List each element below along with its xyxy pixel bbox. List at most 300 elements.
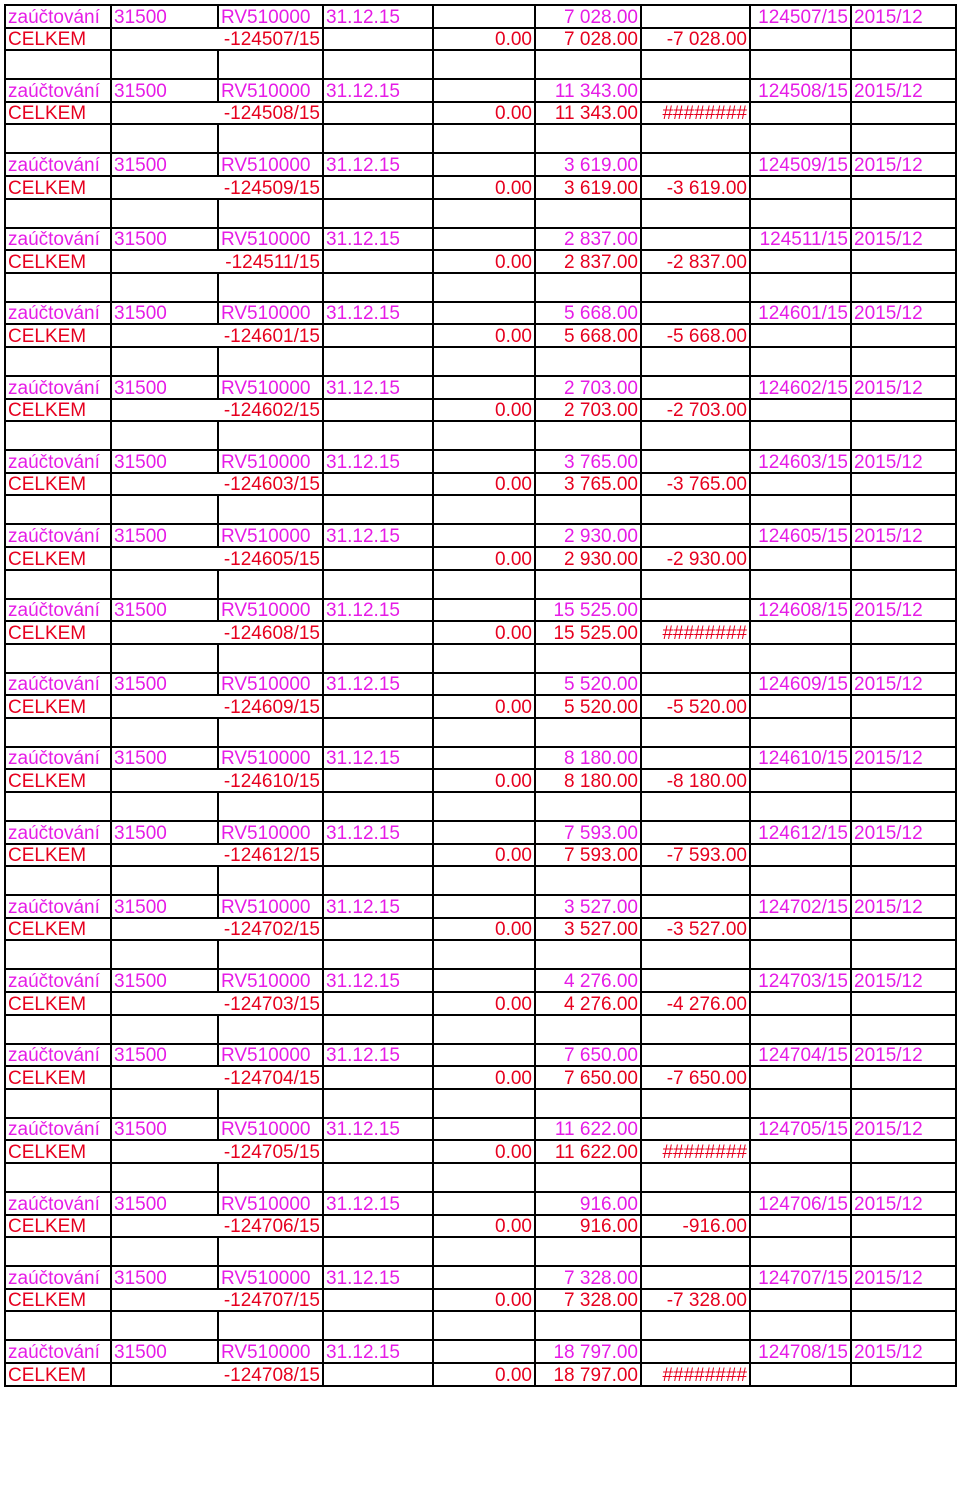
spacer-row	[5, 1015, 956, 1044]
empty-cell	[218, 1089, 323, 1118]
total-row	[5, 918, 956, 941]
period-cell: 2015/12	[851, 969, 956, 992]
entry-label-cell: zaúčtování	[5, 1266, 111, 1289]
ref-cell: 124507/15	[750, 5, 851, 28]
amount-cell: 7 028.00	[535, 5, 641, 28]
code-cell: RV510000	[218, 376, 323, 399]
empty-cell	[111, 866, 218, 895]
entry-row	[5, 969, 956, 992]
empty-cell	[750, 1215, 851, 1238]
amount-cell: 15 525.00	[535, 599, 641, 622]
credit-cell: 3 619.00	[535, 176, 641, 199]
empty-cell	[535, 1015, 641, 1044]
empty-cell	[641, 940, 750, 969]
spacer-row	[5, 1089, 956, 1118]
empty-cell	[851, 866, 956, 895]
amount-cell: 916.00	[535, 1192, 641, 1215]
ref-cell: 124511/15	[750, 228, 851, 251]
empty-cell	[851, 273, 956, 302]
empty-cell	[535, 866, 641, 895]
empty-cell	[851, 50, 956, 79]
empty-cell	[851, 644, 956, 673]
empty-cell	[535, 570, 641, 599]
entry-row	[5, 153, 956, 176]
empty-cell	[323, 199, 433, 228]
code-cell: RV510000	[218, 1044, 323, 1067]
empty-cell	[851, 547, 956, 570]
code-cell: RV510000	[218, 895, 323, 918]
code-cell: RV510000	[218, 1192, 323, 1215]
entry-row	[5, 228, 956, 251]
debit-cell: 0.00	[433, 1363, 535, 1386]
total-row	[5, 1066, 956, 1089]
empty-cell	[433, 866, 535, 895]
credit-cell: 3 527.00	[535, 918, 641, 941]
empty-cell	[750, 769, 851, 792]
account-cell: 31500	[111, 747, 218, 770]
empty-cell	[851, 473, 956, 496]
empty-cell	[641, 1044, 750, 1067]
debit-cell: 0.00	[433, 102, 535, 125]
entry-row	[5, 5, 956, 28]
period-cell: 2015/12	[851, 1118, 956, 1141]
empty-cell	[535, 273, 641, 302]
code-cell: RV510000	[218, 5, 323, 28]
total-row	[5, 844, 956, 867]
empty-cell	[433, 1311, 535, 1340]
empty-cell	[851, 1066, 956, 1089]
empty-cell	[433, 1163, 535, 1192]
empty-cell	[641, 747, 750, 770]
code-cell: RV510000	[218, 524, 323, 547]
spacer-row	[5, 50, 956, 79]
balance-cell: ########	[641, 1140, 750, 1163]
spacer-row	[5, 1163, 956, 1192]
entry-row	[5, 1340, 956, 1363]
debit-cell: 0.00	[433, 1066, 535, 1089]
empty-cell	[750, 124, 851, 153]
empty-cell	[750, 1089, 851, 1118]
account-cell: 31500	[111, 1266, 218, 1289]
entry-row	[5, 895, 956, 918]
balance-cell: -7 593.00	[641, 844, 750, 867]
empty-cell	[433, 1015, 535, 1044]
total-ref-cell: -124508/15	[111, 102, 323, 125]
spacer-row	[5, 940, 956, 969]
date-cell: 31.12.15	[323, 599, 433, 622]
ref-cell: 124610/15	[750, 747, 851, 770]
empty-cell	[218, 50, 323, 79]
credit-cell: 2 930.00	[535, 547, 641, 570]
empty-cell	[535, 718, 641, 747]
empty-cell	[433, 1340, 535, 1363]
empty-cell	[5, 347, 111, 376]
spacer-row	[5, 792, 956, 821]
account-cell: 31500	[111, 376, 218, 399]
empty-cell	[750, 1140, 851, 1163]
empty-cell	[5, 718, 111, 747]
empty-cell	[433, 421, 535, 450]
empty-cell	[641, 421, 750, 450]
empty-cell	[750, 28, 851, 51]
empty-cell	[5, 1237, 111, 1266]
entry-label-cell: zaúčtování	[5, 1118, 111, 1141]
entry-label-cell: zaúčtování	[5, 228, 111, 251]
account-cell: 31500	[111, 302, 218, 325]
empty-cell	[641, 1237, 750, 1266]
empty-cell	[433, 599, 535, 622]
spacer-row	[5, 1237, 956, 1266]
empty-cell	[535, 1163, 641, 1192]
empty-cell	[323, 844, 433, 867]
total-ref-cell: -124702/15	[111, 918, 323, 941]
empty-cell	[750, 1163, 851, 1192]
empty-cell	[5, 124, 111, 153]
empty-cell	[851, 1289, 956, 1312]
amount-cell: 2 703.00	[535, 376, 641, 399]
total-ref-cell: -124601/15	[111, 324, 323, 347]
account-cell: 31500	[111, 1118, 218, 1141]
total-row	[5, 769, 956, 792]
entry-label-cell: zaúčtování	[5, 524, 111, 547]
balance-cell: -7 328.00	[641, 1289, 750, 1312]
debit-cell: 0.00	[433, 324, 535, 347]
empty-cell	[433, 50, 535, 79]
empty-cell	[641, 1340, 750, 1363]
empty-cell	[641, 199, 750, 228]
code-cell: RV510000	[218, 747, 323, 770]
empty-cell	[851, 1089, 956, 1118]
empty-cell	[851, 347, 956, 376]
code-cell: RV510000	[218, 302, 323, 325]
amount-cell: 4 276.00	[535, 969, 641, 992]
entry-row	[5, 376, 956, 399]
empty-cell	[323, 940, 433, 969]
empty-cell	[218, 866, 323, 895]
empty-cell	[218, 199, 323, 228]
empty-cell	[851, 1311, 956, 1340]
amount-cell: 11 622.00	[535, 1118, 641, 1141]
date-cell: 31.12.15	[323, 524, 433, 547]
empty-cell	[750, 621, 851, 644]
entry-label-cell: zaúčtování	[5, 821, 111, 844]
empty-cell	[641, 1266, 750, 1289]
empty-cell	[641, 644, 750, 673]
total-row	[5, 1215, 956, 1238]
empty-cell	[535, 199, 641, 228]
account-cell: 31500	[111, 5, 218, 28]
total-row	[5, 1289, 956, 1312]
total-ref-cell: -124706/15	[111, 1215, 323, 1238]
empty-cell	[851, 1163, 956, 1192]
empty-cell	[218, 1015, 323, 1044]
empty-cell	[641, 228, 750, 251]
empty-cell	[641, 79, 750, 102]
amount-cell: 11 343.00	[535, 79, 641, 102]
empty-cell	[851, 1237, 956, 1266]
balance-cell: -8 180.00	[641, 769, 750, 792]
balance-cell: -916.00	[641, 1215, 750, 1238]
empty-cell	[433, 940, 535, 969]
empty-cell	[5, 1089, 111, 1118]
empty-cell	[5, 273, 111, 302]
total-row	[5, 547, 956, 570]
empty-cell	[641, 450, 750, 473]
debit-cell: 0.00	[433, 769, 535, 792]
empty-cell	[433, 1118, 535, 1141]
entry-row	[5, 821, 956, 844]
spacer-row	[5, 570, 956, 599]
entry-row	[5, 450, 956, 473]
account-cell: 31500	[111, 1044, 218, 1067]
empty-cell	[111, 347, 218, 376]
entry-row	[5, 1118, 956, 1141]
total-ref-cell: -124602/15	[111, 399, 323, 422]
balance-cell: -2 837.00	[641, 250, 750, 273]
empty-cell	[323, 1163, 433, 1192]
empty-cell	[218, 495, 323, 524]
empty-cell	[323, 1089, 433, 1118]
entry-row	[5, 79, 956, 102]
empty-cell	[111, 50, 218, 79]
ref-cell: 124508/15	[750, 79, 851, 102]
code-cell: RV510000	[218, 1118, 323, 1141]
empty-cell	[641, 866, 750, 895]
debit-cell: 0.00	[433, 1289, 535, 1312]
empty-cell	[851, 570, 956, 599]
spacer-row	[5, 124, 956, 153]
empty-cell	[641, 50, 750, 79]
total-ref-cell: -124704/15	[111, 1066, 323, 1089]
credit-cell: 18 797.00	[535, 1363, 641, 1386]
empty-cell	[323, 347, 433, 376]
total-label-cell: CELKEM	[5, 1363, 111, 1386]
empty-cell	[750, 399, 851, 422]
code-cell: RV510000	[218, 1340, 323, 1363]
empty-cell	[535, 495, 641, 524]
balance-cell: ########	[641, 1363, 750, 1386]
empty-cell	[851, 695, 956, 718]
empty-cell	[750, 866, 851, 895]
total-label-cell: CELKEM	[5, 28, 111, 51]
total-label-cell: CELKEM	[5, 918, 111, 941]
empty-cell	[433, 1089, 535, 1118]
account-cell: 31500	[111, 969, 218, 992]
total-row	[5, 1363, 956, 1386]
code-cell: RV510000	[218, 153, 323, 176]
debit-cell: 0.00	[433, 473, 535, 496]
ref-cell: 124702/15	[750, 895, 851, 918]
credit-cell: 7 028.00	[535, 28, 641, 51]
ref-cell: 124608/15	[750, 599, 851, 622]
empty-cell	[433, 347, 535, 376]
empty-cell	[750, 1289, 851, 1312]
total-row	[5, 102, 956, 125]
period-cell: 2015/12	[851, 1044, 956, 1067]
empty-cell	[851, 28, 956, 51]
empty-cell	[641, 718, 750, 747]
total-label-cell: CELKEM	[5, 1066, 111, 1089]
total-label-cell: CELKEM	[5, 547, 111, 570]
account-cell: 31500	[111, 673, 218, 696]
empty-cell	[535, 1237, 641, 1266]
total-row	[5, 621, 956, 644]
account-cell: 31500	[111, 895, 218, 918]
empty-cell	[111, 273, 218, 302]
empty-cell	[851, 918, 956, 941]
empty-cell	[323, 1015, 433, 1044]
amount-cell: 2 837.00	[535, 228, 641, 251]
empty-cell	[641, 376, 750, 399]
empty-cell	[218, 124, 323, 153]
ref-cell: 124705/15	[750, 1118, 851, 1141]
empty-cell	[535, 1311, 641, 1340]
empty-cell	[111, 940, 218, 969]
empty-cell	[851, 940, 956, 969]
empty-cell	[851, 124, 956, 153]
total-label-cell: CELKEM	[5, 992, 111, 1015]
empty-cell	[750, 176, 851, 199]
empty-cell	[641, 153, 750, 176]
ref-cell: 124706/15	[750, 1192, 851, 1215]
entry-label-cell: zaúčtování	[5, 969, 111, 992]
entry-label-cell: zaúčtování	[5, 1044, 111, 1067]
empty-cell	[323, 102, 433, 125]
balance-cell: ########	[641, 621, 750, 644]
entry-row	[5, 599, 956, 622]
empty-cell	[750, 324, 851, 347]
amount-cell: 7 593.00	[535, 821, 641, 844]
credit-cell: 5 520.00	[535, 695, 641, 718]
total-label-cell: CELKEM	[5, 324, 111, 347]
amount-cell: 5 668.00	[535, 302, 641, 325]
period-cell: 2015/12	[851, 1192, 956, 1215]
empty-cell	[111, 718, 218, 747]
date-cell: 31.12.15	[323, 376, 433, 399]
empty-cell	[433, 5, 535, 28]
empty-cell	[111, 124, 218, 153]
period-cell: 2015/12	[851, 821, 956, 844]
empty-cell	[750, 547, 851, 570]
code-cell: RV510000	[218, 79, 323, 102]
total-ref-cell: -124612/15	[111, 844, 323, 867]
entry-label-cell: zaúčtování	[5, 895, 111, 918]
empty-cell	[641, 1192, 750, 1215]
entry-row	[5, 524, 956, 547]
empty-cell	[851, 769, 956, 792]
spacer-row	[5, 644, 956, 673]
credit-cell: 11 343.00	[535, 102, 641, 125]
empty-cell	[750, 250, 851, 273]
empty-cell	[433, 302, 535, 325]
empty-cell	[323, 644, 433, 673]
empty-cell	[111, 644, 218, 673]
entry-label-cell: zaúčtování	[5, 302, 111, 325]
credit-cell: 11 622.00	[535, 1140, 641, 1163]
empty-cell	[323, 28, 433, 51]
period-cell: 2015/12	[851, 1340, 956, 1363]
empty-cell	[111, 570, 218, 599]
empty-cell	[111, 421, 218, 450]
account-cell: 31500	[111, 228, 218, 251]
amount-cell: 3 527.00	[535, 895, 641, 918]
total-label-cell: CELKEM	[5, 250, 111, 273]
empty-cell	[851, 792, 956, 821]
empty-cell	[433, 895, 535, 918]
account-cell: 31500	[111, 1192, 218, 1215]
empty-cell	[323, 176, 433, 199]
empty-cell	[111, 1237, 218, 1266]
balance-cell: -4 276.00	[641, 992, 750, 1015]
date-cell: 31.12.15	[323, 79, 433, 102]
empty-cell	[641, 302, 750, 325]
total-row	[5, 399, 956, 422]
entry-label-cell: zaúčtování	[5, 1192, 111, 1215]
empty-cell	[641, 570, 750, 599]
ref-cell: 124605/15	[750, 524, 851, 547]
period-cell: 2015/12	[851, 747, 956, 770]
empty-cell	[218, 570, 323, 599]
debit-cell: 0.00	[433, 1140, 535, 1163]
debit-cell: 0.00	[433, 176, 535, 199]
total-ref-cell: -124610/15	[111, 769, 323, 792]
date-cell: 31.12.15	[323, 450, 433, 473]
total-ref-cell: -124605/15	[111, 547, 323, 570]
empty-cell	[433, 1044, 535, 1067]
empty-cell	[218, 940, 323, 969]
balance-cell: -3 765.00	[641, 473, 750, 496]
credit-cell: 15 525.00	[535, 621, 641, 644]
empty-cell	[641, 792, 750, 821]
ref-cell: 124509/15	[750, 153, 851, 176]
empty-cell	[851, 992, 956, 1015]
empty-cell	[218, 421, 323, 450]
empty-cell	[5, 421, 111, 450]
total-label-cell: CELKEM	[5, 473, 111, 496]
balance-cell: -2 703.00	[641, 399, 750, 422]
total-row	[5, 324, 956, 347]
total-label-cell: CELKEM	[5, 769, 111, 792]
empty-cell	[641, 895, 750, 918]
empty-cell	[433, 124, 535, 153]
empty-cell	[218, 718, 323, 747]
empty-cell	[750, 50, 851, 79]
entry-row	[5, 747, 956, 770]
empty-cell	[323, 718, 433, 747]
total-row	[5, 28, 956, 51]
empty-cell	[433, 273, 535, 302]
date-cell: 31.12.15	[323, 5, 433, 28]
date-cell: 31.12.15	[323, 1044, 433, 1067]
date-cell: 31.12.15	[323, 895, 433, 918]
empty-cell	[641, 124, 750, 153]
empty-cell	[323, 324, 433, 347]
empty-cell	[641, 821, 750, 844]
empty-cell	[323, 695, 433, 718]
credit-cell: 3 765.00	[535, 473, 641, 496]
period-cell: 2015/12	[851, 5, 956, 28]
empty-cell	[5, 1015, 111, 1044]
empty-cell	[323, 124, 433, 153]
empty-cell	[535, 421, 641, 450]
code-cell: RV510000	[218, 673, 323, 696]
empty-cell	[851, 421, 956, 450]
empty-cell	[433, 228, 535, 251]
total-ref-cell: -124511/15	[111, 250, 323, 273]
spacer-row	[5, 1311, 956, 1340]
period-cell: 2015/12	[851, 1266, 956, 1289]
date-cell: 31.12.15	[323, 1340, 433, 1363]
